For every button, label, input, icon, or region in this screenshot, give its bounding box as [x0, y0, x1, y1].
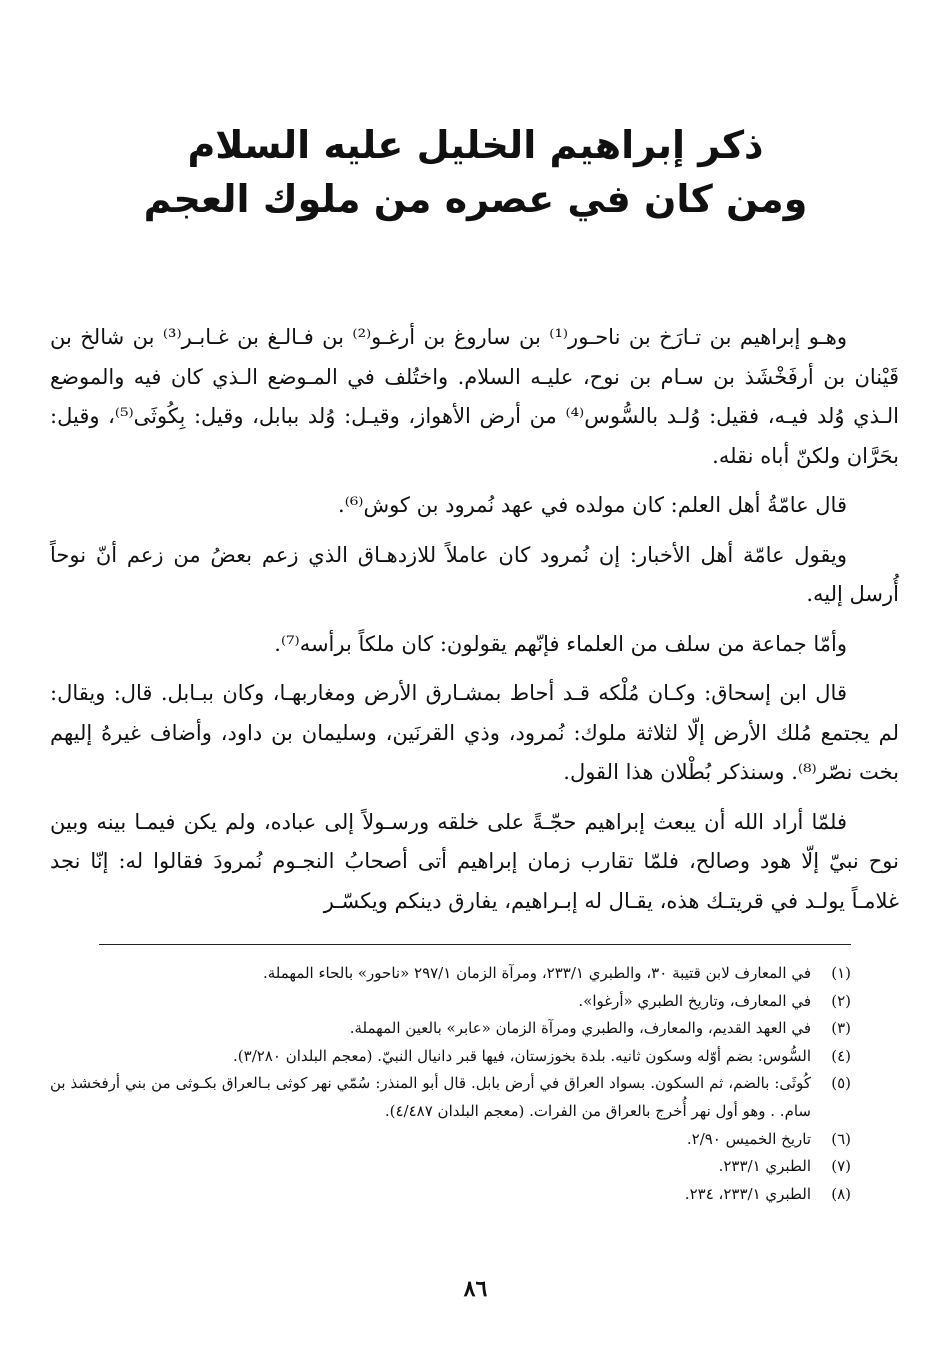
- footnote: [50, 1070, 851, 1125]
- footnote-divider: [99, 944, 851, 945]
- paragraph: وأمّا جماعة من سلف من العلماء فإنّهم يقولون: كان ملكاً برأسه⁽⁷⁾.: [274, 631, 847, 656]
- footnotes: [50, 960, 851, 1208]
- chapter-title-line-1: ذكر إبراهيم الخليل عليه السلام: [187, 123, 764, 167]
- paragraph: ويقول عامّة أهل الأخبار: إن نُمرود كان عاملاً للازدهـاق الذي زعم بعضُ من زعم أنّ نوحاً أُرسل إليه.: [50, 542, 899, 606]
- footnote-number: (٧): [831, 1157, 851, 1176]
- footnote-number: (٢): [831, 991, 851, 1010]
- main-text: [50, 318, 899, 931]
- footnote-number: (٣): [831, 1019, 851, 1038]
- page-number: ٨٦: [463, 1276, 488, 1302]
- chapter-title-line-2: ومن كان في عصره من ملوك العجم: [143, 177, 808, 221]
- paragraph: فلمّا أراد الله أن يبعث إبراهيم حجّـةً على خلقه ورسـولاً إلى عباده، ولم يكن فيمـا بينه وبين نوح نبيّ إلّا هود وصالح، فلمّا تقارب زمان إبراهيم أتى أصحابُ النجـوم نُمرودَ فقالوا له: إنّا نجد غلامـاً يولـد في قريتـك هذه، يقـال له إبـراهيم، يفارق دينكم ويكسّـر: [50, 809, 899, 913]
- footnote-text: تاريخ الخميس ٢/٩٠.: [686, 1129, 811, 1148]
- footnote: [50, 1153, 851, 1181]
- footnote-text: كُوثَى: بالضم، ثم السكون. بسواد العراق في أرض بابل. قال أبو المنذر: سُمّي نهر كوثى بـالعراق بكـوثى من بني أرفخشذ بن سام. . وهو أول نهر أُخرج بالعراق من الفرات. (معجم البلدان ٤/٤٨٧).: [50, 1074, 811, 1120]
- footnote-number: (٤): [831, 1046, 851, 1065]
- footnote: [50, 988, 851, 1016]
- chapter-title: [120, 118, 831, 226]
- footnote: [50, 1126, 851, 1154]
- footnote: [50, 960, 851, 988]
- paragraph: قال عامّةُ أهل العلم: كان مولده في عهد نُمرود بن كوش⁽⁶⁾.: [338, 493, 847, 517]
- footnote-number: (١): [831, 964, 851, 982]
- footnote-text: الطبري ٢٣٣/١، ٢٣٤.: [684, 1184, 811, 1203]
- footnote: [50, 1181, 851, 1209]
- footnote-text: الطبري ٢٣٣/١.: [718, 1157, 811, 1176]
- footnote: [50, 1015, 851, 1043]
- footnote-text: في العهد القديم، والمعارف، والطبري ومرآة الزمان «عابر» بالعين المهملة.: [349, 1019, 811, 1038]
- footnote: [50, 1043, 851, 1071]
- footnote-number: (٦): [831, 1129, 851, 1148]
- footnote-text: في المعارف، وتاريخ الطبري «أرغوا».: [578, 991, 811, 1010]
- paragraph: قال ابن إسحاق: وكـان مُلْكه قـد أحاط بمشـارق الأرض ومغاربهـا، وكان ببـابل. قال: ويقال: لم يجتمع مُلك الأرض إلّا لثلاثة ملوك: نُمرود، وذي القرنَين، وسليمان بن داود، وأضاف غيرهُ إليهم بخت نصّر⁽⁸⁾. وسنذكر بُطْلان هذا القول.: [50, 681, 899, 784]
- paragraph: وهـو إبراهيم بن تـارَخ بن ناحـور⁽¹⁾ بن ساروغ بن أرغـو⁽²⁾ بن فـالـغ بن غـابـر⁽³⁾ بن شالخ بن قَيْنان بن أرفَخْشَذ بن سـام بن نوح، عليـه السلام. واختُلف في المـوضع الـذي كان فيه والموضع الـذي وُلد فيـه، فقيل: وُلـد بالسُّوس⁽⁴⁾ من أرض الأهواز، وقيـل: وُلد ببابل، وقيل: بِكُوثَى⁽⁵⁾، وقيل: بحَرَّان ولكنّ أباه نقله.: [50, 325, 900, 468]
- footnote-number: (٨): [831, 1184, 851, 1203]
- footnote-text: السُّوس: بضم أوّله وسكون ثانيه. بلدة بخوزستان، فيها قبر دانيال النبيّ. (معجم البلدان ٣/٢٨٠).: [233, 1046, 811, 1065]
- footnote-number: (٥): [831, 1074, 851, 1093]
- footnote-text: في المعارف لابن قتيبة ٣٠، والطبري ٢٣٣/١، ومرآة الزمان ٢٩٧/١ «ناحور» بالحاء المهملة.: [262, 964, 811, 982]
